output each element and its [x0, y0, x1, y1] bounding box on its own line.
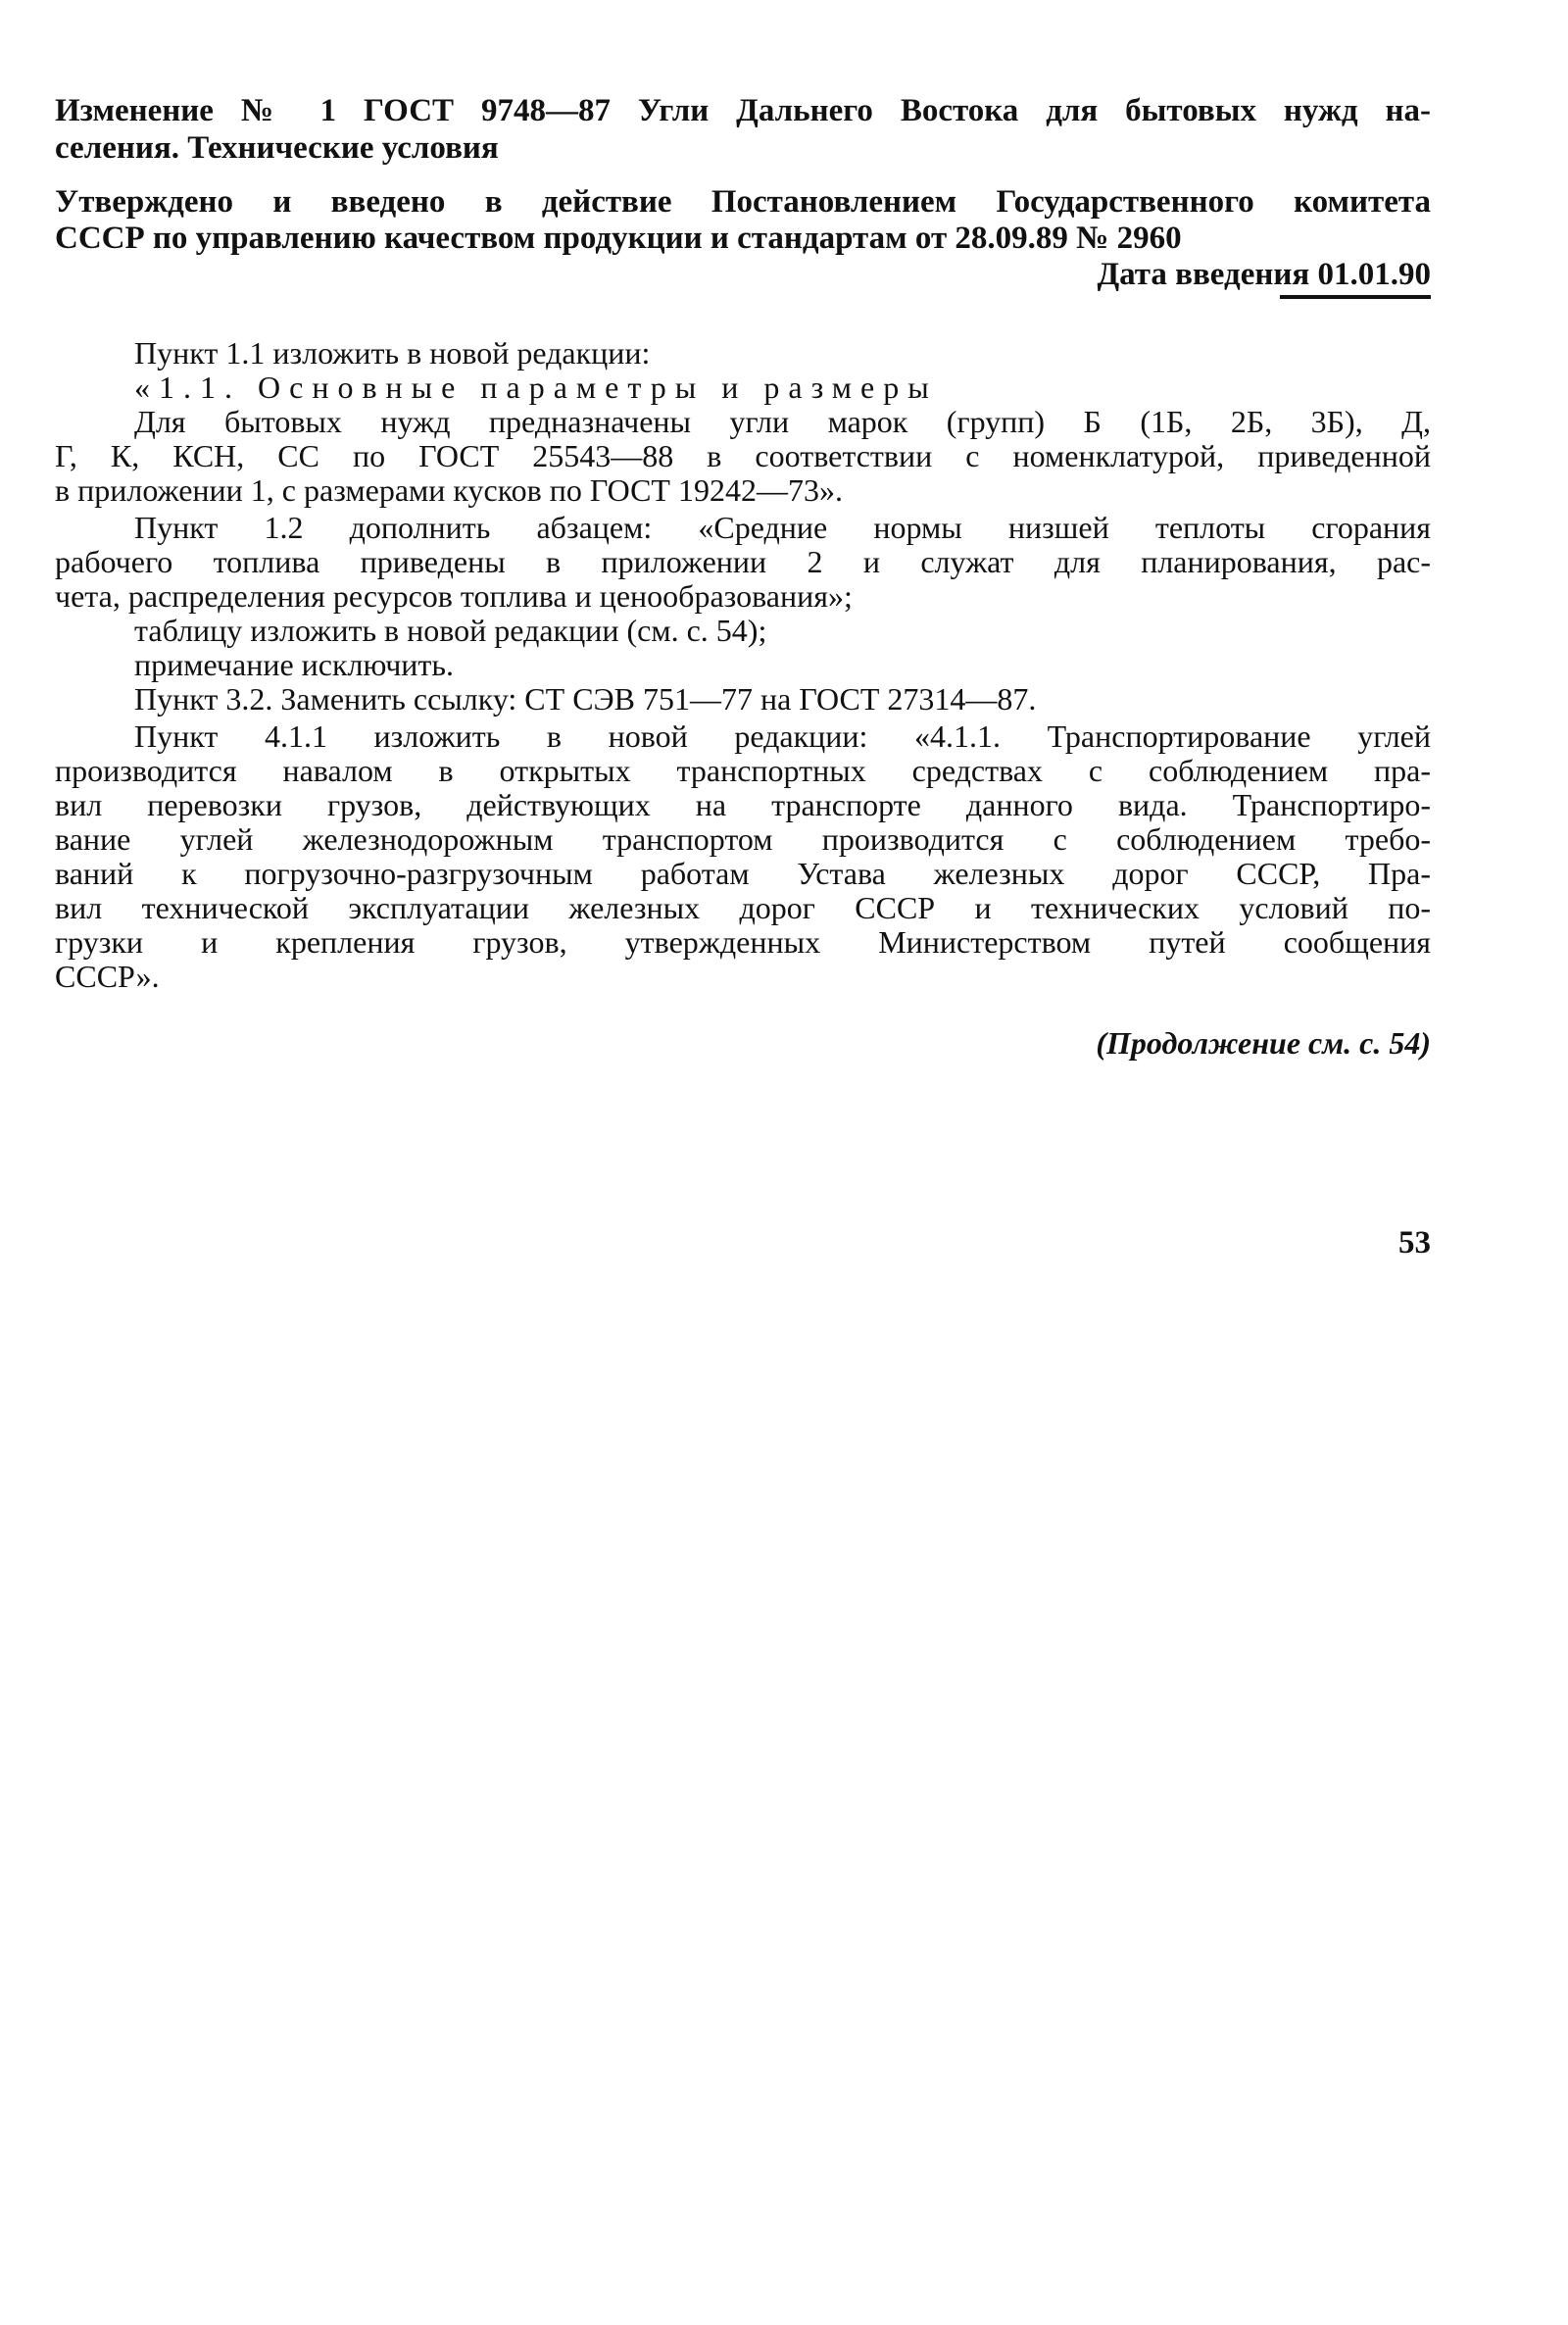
body-line: вил технической эксплуатации железных дорог СССР и технических условий по- — [55, 890, 1431, 925]
continuation-note: (Продолжение см. с. 54) — [1096, 1025, 1431, 1061]
body-line: СССР». — [55, 959, 160, 994]
effective-date-label: Дата введения — [1097, 257, 1310, 292]
effective-date — [55, 257, 1431, 293]
body-line: рабочего топлива приведены в приложении 2 и служат для планирования, рас- — [55, 544, 1431, 579]
effective-date-value: 01.01.90 — [1317, 257, 1431, 292]
body-line: Для бытовых нужд предназначены угли марок (групп) Б (1Б, 2Б, 3Б), Д, — [134, 404, 1431, 439]
date-underline — [1280, 295, 1431, 299]
body-line: Пункт 1.2 дополнить абзацем: «Средние нормы низшей теплоты сгорания — [134, 510, 1431, 545]
body-line: в приложении 1, с размерами кусков по ГОСТ 19242—73». — [55, 472, 843, 508]
body-line: Пункт 3.2. Заменить ссылку: СТ СЭВ 751—77 на ГОСТ 27314—87. — [134, 681, 1037, 717]
body-line: таблицу изложить в новой редакции (см. с. 54); — [134, 613, 767, 648]
body-line: грузки и крепления грузов, утвержденных Министерством путей сообщения — [55, 924, 1431, 960]
body-line: Г, К, КСН, СС по ГОСТ 25543—88 в соответствии с номенклатурой, приведенной — [55, 438, 1431, 473]
body-line: вил перевозки грузов, действующих на транспорте данного вида. Транспортиро- — [55, 787, 1431, 822]
section-heading: «1.1. Основные параметры и размеры — [134, 370, 938, 405]
amendment-title-line-1: Изменение № 1 ГОСТ 9748—87 Угли Дальнего Востока для бытовых нужд на- — [55, 93, 1431, 128]
body-line: Пункт 1.1 изложить в новой редакции: — [134, 335, 651, 371]
body-line: вание углей железнодорожным транспортом производится с соблюдением требо- — [55, 821, 1431, 857]
page-number: 53 — [1398, 1225, 1431, 1261]
body-line: примечание исключить. — [134, 647, 454, 682]
approval-line-1: Утверждено и введено в действие Постановлением Государственного комитета — [55, 184, 1431, 220]
body-line: производится навалом в открытых транспортных средствах с соблюдением пра- — [55, 753, 1431, 788]
body-line: чета, распределения ресурсов топлива и ценообразования»; — [55, 578, 853, 614]
body-line: Пункт 4.1.1 изложить в новой редакции: «4.1.1. Транспортирование углей — [134, 718, 1431, 754]
body-line: ваний к погрузочно-разгрузочным работам Устава железных дорог СССР, Пра- — [55, 856, 1431, 891]
approval-line-2: СССР по управлению качеством продукции и стандартам от 28.09.89 № 2960 — [55, 221, 1182, 256]
amendment-title-line-2: селения. Технические условия — [55, 130, 499, 166]
